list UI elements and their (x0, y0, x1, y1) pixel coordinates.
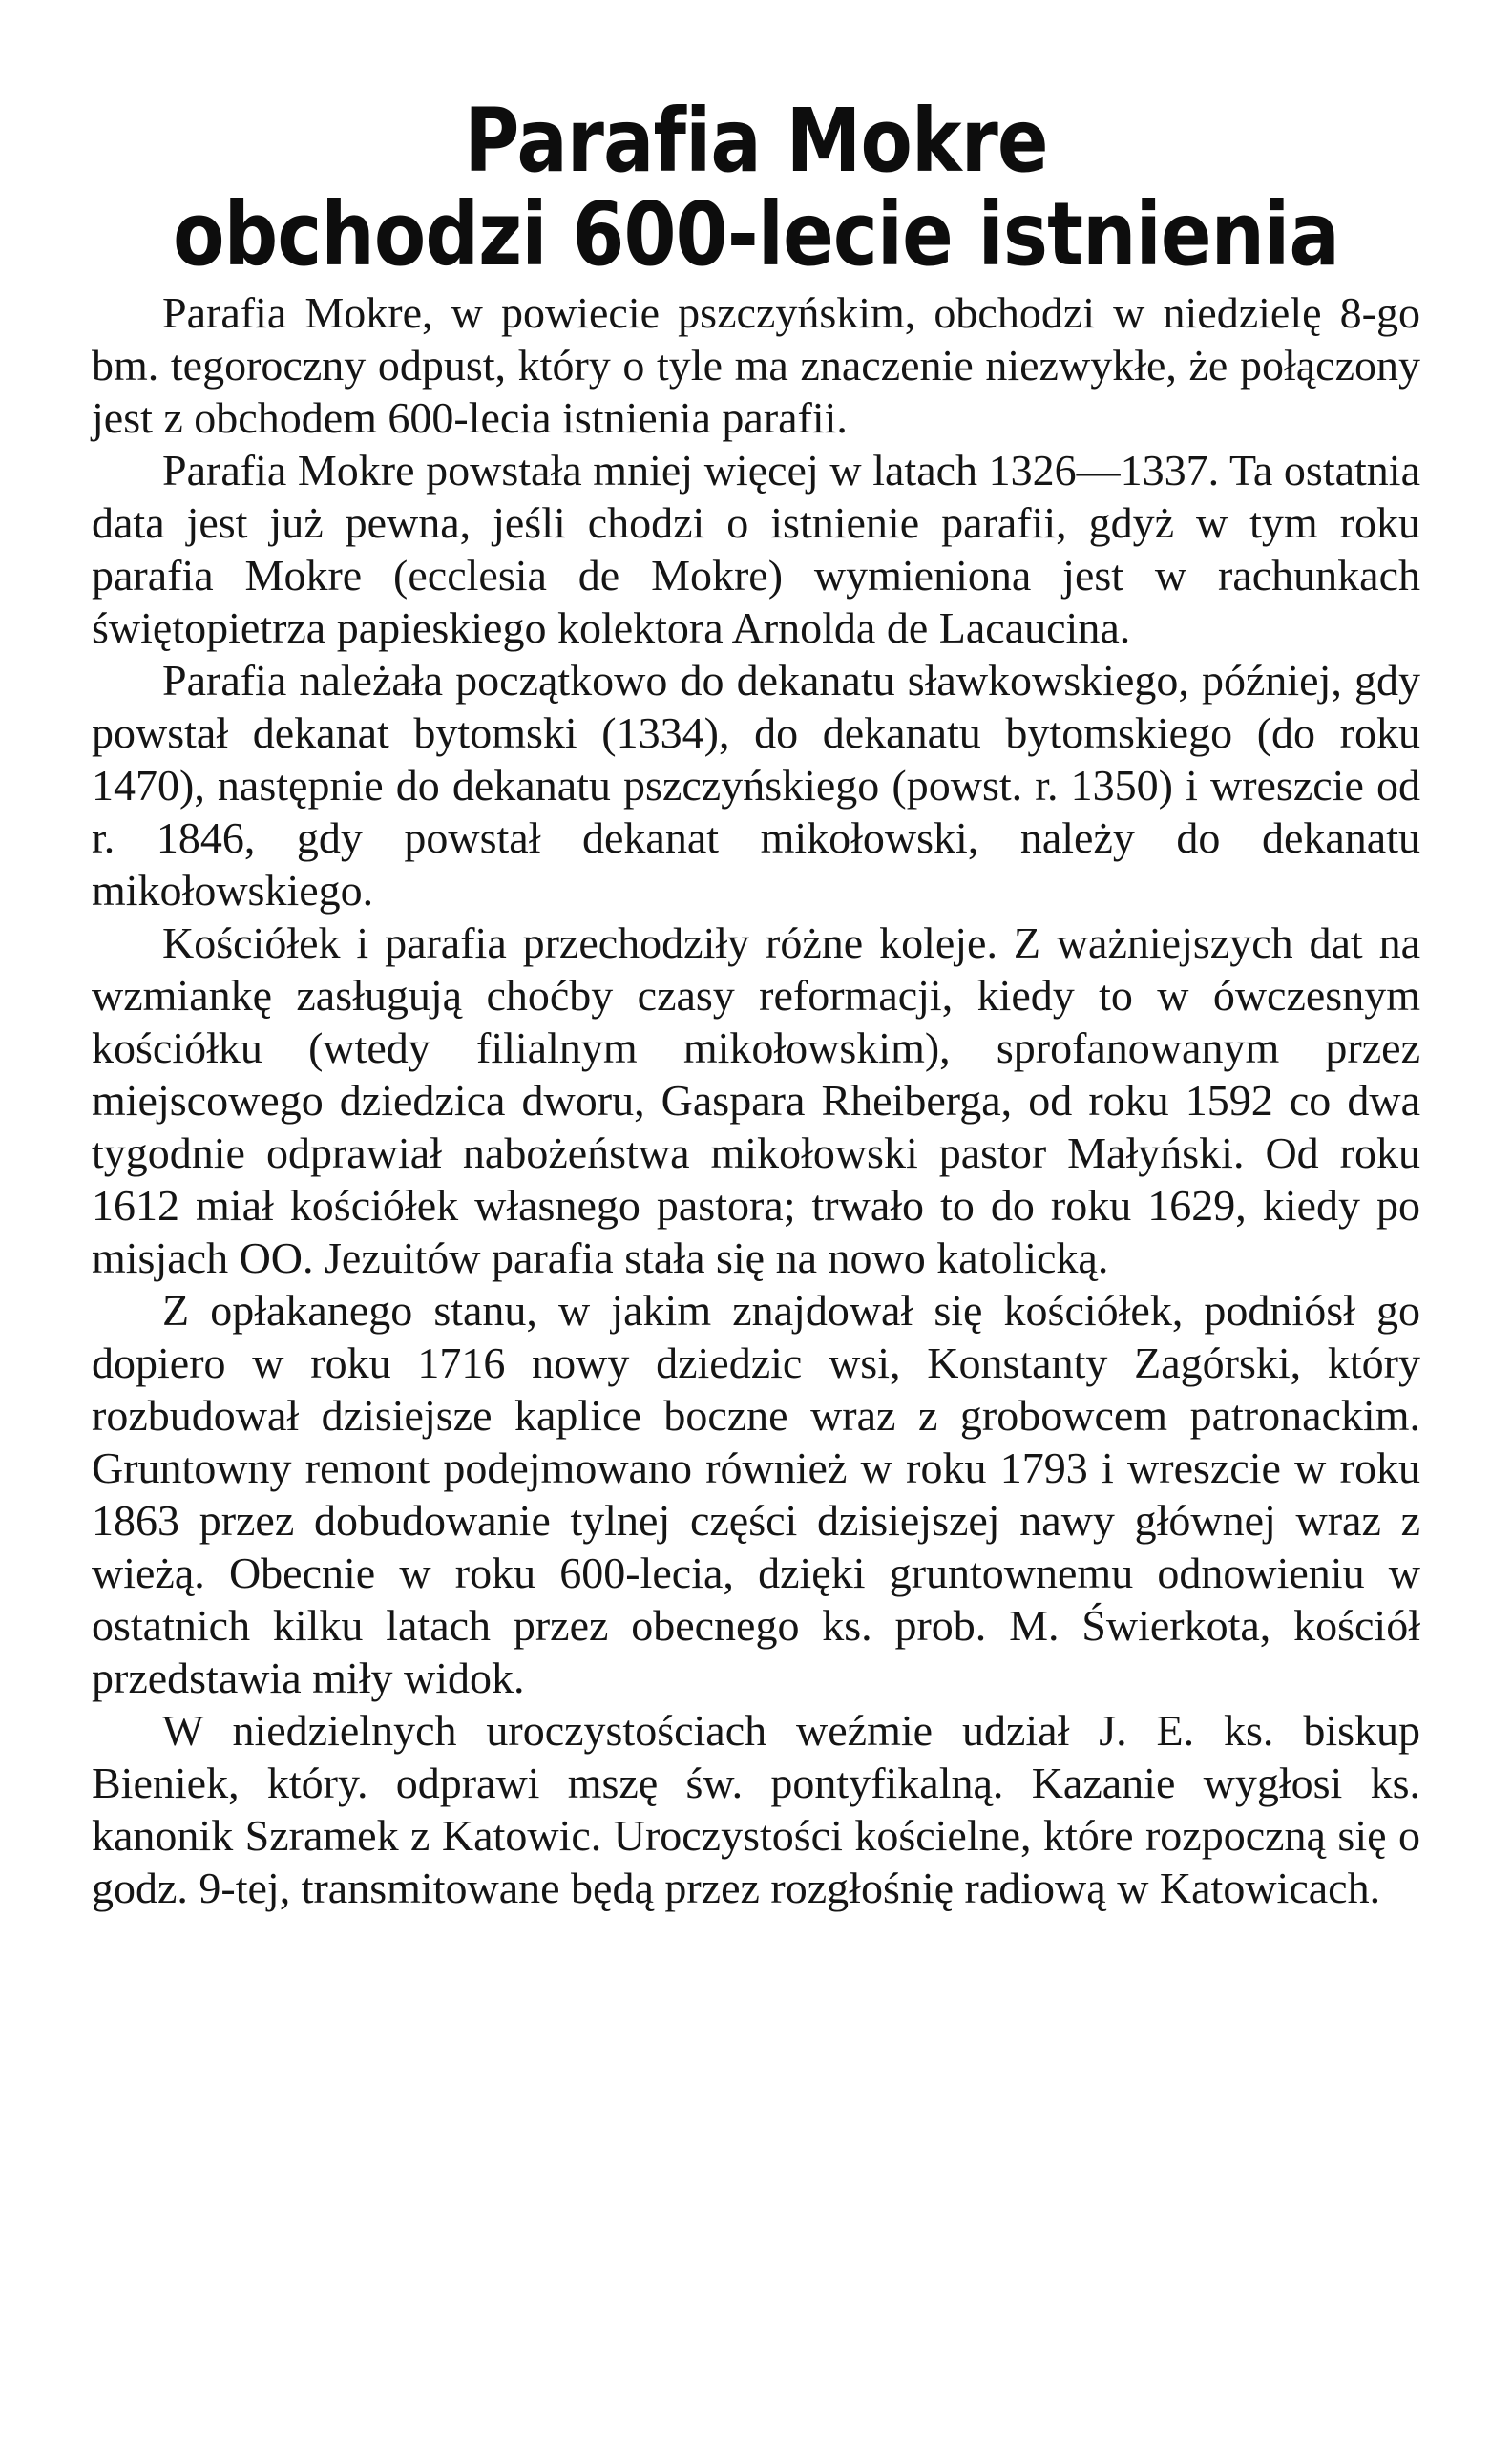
paragraph-4: Kościółek i parafia przechodziły różne koleje. Z ważniejszych dat na wzmiankę zasługują choćby czasy reformacji, kiedy to w ówczesnym kościółku (wtedy filialnym mikołowskim), sprofanowanym przez miejscowego dziedzica dworu, Gaspara Rheiberga, od roku 1592 co dwa tygodnie odprawiał nabożeństwa mikołowski pastor Małyński. Od roku 1612 miał kościółek własnego pastora; trwało to do roku 1629, kiedy po misjach OO. Jezuitów parafia stała się na nowo katolicką. (92, 918, 1420, 1282)
paragraph-1: Parafia Mokre, w powiecie pszczyńskim, obchodzi w niedzielę 8-go bm. tegoroczny odpust, który o tyle ma znaczenie niezwykłe, że połączony jest z obchodem 600-lecia istnienia parafii. (92, 288, 1420, 442)
article-body (92, 286, 1420, 1914)
headline-line-1: Parafia Mokre (464, 90, 1048, 192)
paragraph-6: W niedzielnych uroczystościach weźmie udział J. E. ks. biskup Bieniek, który. odprawi mszę św. pontyfikalną. Kazanie wygłosi ks. kanonik Szramek z Katowic. Uroczystości kościelne, które rozpoczną się o godz. 9-tej, transmitowane będą przez rozgłośnię radiową w Katowicach. (92, 1706, 1420, 1912)
paragraph-2: Parafia Mokre powstała mniej więcej w latach 1326—1337. Ta ostatnia data jest już pewna, jeśli chodzi o istnienie parafii, gdyż w tym roku parafia Mokre (ecclesia de Mokre) wymieniona jest w rachunkach świętopietrza papieskiego kolektora Arnolda de Lacaucina. (92, 446, 1420, 652)
paragraph-5: Z opłakanego stanu, w jakim znajdował się kościółek, podniósł go dopiero w roku 1716 nowy dziedzic wsi, Konstanty Zagórski, który rozbudował dzisiejsze kaplice boczne wraz z grobowcem patronackim. Gruntowny remont podejmowano również w roku 1793 i wreszcie w roku 1863 przez dobudowanie tylnej części dzisiejszej nawy głównej wraz z wieżą. Obecnie w roku 600-lecia, dzięki gruntownemu odnowieniu w ostatnich kilku latach przez obecnego ks. prob. M. Świerkota, kościół przedstawia miły widok. (92, 1286, 1420, 1702)
headline-line-2: obchodzi 600-lecie istnienia (173, 183, 1339, 285)
paragraph-3: Parafia należała początkowo do dekanatu sławkowskiego, później, gdy powstał dekanat bytomski (1334), do dekanatu bytomskiego (do roku 1470), następnie do dekanatu pszczyńskiego (powst. r. 1350) i wreszcie od r. 1846, gdy powstał dekanat mikołowski, należy do dekanatu mikołowskiego. (92, 656, 1420, 915)
